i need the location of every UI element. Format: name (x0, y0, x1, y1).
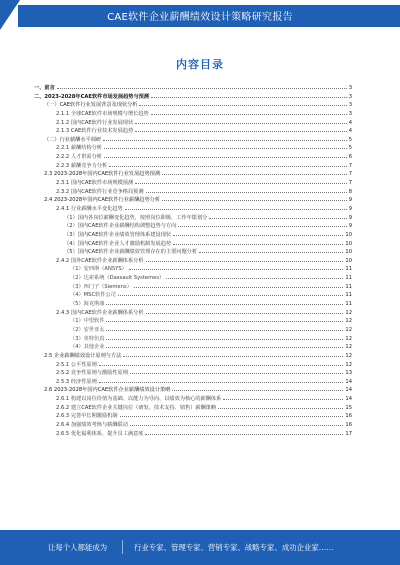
toc-entry-label: （5）海克斯康 (70, 301, 105, 308)
toc-entry-page: 14 (345, 387, 352, 394)
toc-leader-dots (151, 97, 347, 98)
toc-entry-page: 13 (345, 370, 352, 377)
toc-entry-label: （1）安西斯（ANSYS） (70, 266, 127, 273)
toc-entry[interactable] (34, 386, 352, 395)
footer-slogan-right: 行业专家、管理专家、营销专家、战略专家、成功企业家…… (134, 543, 334, 552)
toc-leader-dots (173, 235, 343, 236)
toc-leader-dots (172, 390, 343, 391)
toc-entry-label: （3）国内CAE软件企业绩效管理体系建设现状 (64, 231, 172, 238)
toc-entry-page: 12 (345, 335, 352, 342)
toc-entry[interactable] (34, 162, 352, 171)
toc-entry-label: 2.3.2 国内CAE软件行业竞争格局预测 (56, 188, 144, 195)
toc-entry-page: 9 (348, 197, 352, 204)
toc-entry[interactable] (34, 257, 352, 266)
toc-leader-dots (104, 157, 347, 158)
toc-entry-label: 2.3.1 国内CAE软件市场规模预测 (56, 180, 134, 187)
toc-entry[interactable] (34, 335, 352, 344)
toc-entry[interactable] (34, 214, 352, 223)
toc-entry[interactable] (34, 404, 352, 413)
toc-entry-label: （1）中望软件 (70, 318, 105, 325)
toc-leader-dots (145, 434, 343, 435)
toc-entry-page: 16 (345, 421, 352, 428)
toc-entry-label: （2）达索系统（Dassault Systemes） (70, 275, 165, 282)
toc-entry[interactable] (34, 119, 352, 128)
toc-leader-dots (166, 278, 343, 279)
toc-entry-page: 3 (348, 93, 352, 100)
toc-entry-label: （一）CAE软件行业发展背景及现状分析 (44, 102, 138, 109)
toc-leader-dots (209, 218, 346, 219)
toc-leader-dots (104, 148, 347, 149)
toc-leader-dots (135, 123, 347, 124)
toc-entry-label: 2.4.3 国内CAE软件企业薪酬体系分析 (56, 309, 144, 316)
report-header (0, 0, 400, 30)
toc-entry[interactable] (34, 309, 352, 318)
toc-entry-page: 3 (348, 110, 352, 117)
toc-entry-label: （4）国内CAE软件企业人才激励机制发展趋势 (64, 240, 172, 247)
toc-heading: 内容目录 (176, 58, 224, 71)
toc-entry[interactable] (34, 136, 352, 145)
toc-leader-dots (123, 356, 343, 357)
toc-entry-label: 2.1.2 国内CAE软件行业发展现状 (56, 119, 134, 126)
toc-entry-page: 11 (345, 301, 352, 308)
footer-slogan-left: 让每个人都能成为 (48, 543, 108, 552)
toc-entry[interactable] (34, 84, 352, 93)
toc-leader-dots (129, 269, 344, 270)
toc-leader-dots (134, 287, 344, 288)
toc-entry-label: （1）国内各岗位薪酬变化趋势，按照岗位职级、工作年限划分 (64, 214, 208, 221)
toc-leader-dots (103, 140, 347, 141)
toc-leader-dots (99, 365, 344, 366)
toc-leader-dots (173, 244, 343, 245)
toc-leader-dots (106, 339, 343, 340)
toc-entry[interactable] (34, 179, 352, 188)
toc-entry-page: 9 (348, 223, 352, 230)
toc-entry-label: （5）国内CAE软件企业薪酬绩效管理存在的主要问题分析 (64, 249, 198, 256)
toc-entry-page: 7 (348, 162, 352, 169)
toc-entry-page: 12 (345, 344, 352, 351)
toc-entry[interactable] (34, 144, 352, 153)
toc-entry[interactable] (34, 196, 352, 205)
toc-entry-page: 7 (348, 171, 352, 178)
toc-entry-label: 2.5.1 公平性原则 (56, 361, 97, 368)
toc-entry-label: 2.5.2 竞争性原则与激励性原则 (56, 370, 128, 377)
table-of-contents (34, 84, 352, 438)
toc-entry[interactable] (34, 430, 352, 439)
toc-entry-page: 5 (348, 136, 352, 143)
toc-entry[interactable] (34, 291, 352, 300)
toc-entry[interactable] (34, 265, 352, 274)
toc-leader-dots (120, 416, 344, 417)
toc-entry-label: 2.6.3 完善中长期激励机制 (56, 413, 118, 420)
toc-entry-label: （3）英特仿真 (70, 335, 105, 342)
toc-entry-label: （2）安世亚太 (70, 326, 105, 333)
toc-entry-page: 5 (348, 145, 352, 152)
toc-entry-page: 7 (348, 180, 352, 187)
toc-leader-dots (130, 373, 343, 374)
toc-entry-label: 2.6.2 建立CAE软件企业关键岗位（研发、技术支持、销售）薪酬策略 (56, 404, 217, 411)
toc-leader-dots (118, 295, 344, 296)
toc-entry[interactable] (34, 343, 352, 352)
toc-leader-dots (146, 313, 344, 314)
toc-entry[interactable] (34, 240, 352, 249)
toc-entry[interactable] (34, 101, 352, 110)
toc-entry-page: 4 (348, 119, 352, 126)
toc-entry-label: 2.4.2 国外CAE软件企业薪酬体系分析 (56, 257, 144, 264)
toc-entry-label: 2.6.4 加强绩效考核与薪酬联动 (56, 421, 128, 428)
toc-entry-label: 2.5 企业薪酬绩效设计原则与方法 (44, 352, 122, 359)
toc-entry[interactable] (34, 205, 352, 214)
toc-entry[interactable] (34, 110, 352, 119)
toc-entry-label: 2.3 2023-2028年国内CAE软件行业发展趋势预测 (44, 171, 161, 178)
toc-entry-page: 11 (345, 292, 352, 299)
toc-leader-dots (146, 192, 347, 193)
toc-entry-page: 9 (348, 214, 352, 221)
toc-entry-label: 2.6.1 构建以岗位价值为基础、以能力为导向、以绩效为核心的薪酬体系 (56, 396, 222, 403)
toc-entry-page: 3 (348, 85, 352, 91)
toc-leader-dots (106, 347, 343, 348)
toc-entry-page: 14 (345, 378, 352, 385)
toc-entry-page: 15 (345, 404, 352, 411)
toc-leader-dots (125, 209, 347, 210)
toc-entry[interactable] (34, 361, 352, 370)
toc-entry[interactable] (34, 188, 352, 197)
toc-entry-page: 12 (345, 318, 352, 325)
toc-entry-label: 2.1.3 CAE软件行业技术发展趋势 (56, 128, 134, 135)
toc-entry-page: 10 (345, 240, 352, 247)
toc-entry[interactable] (34, 395, 352, 404)
toc-entry[interactable] (34, 127, 352, 136)
toc-entry-page: 11 (345, 266, 352, 273)
toc-entry[interactable] (34, 300, 352, 309)
toc-leader-dots (162, 200, 347, 201)
toc-entry-label: 一、前言 (34, 85, 55, 91)
toc-entry-page: 11 (345, 275, 352, 282)
toc-entry-label: 2.6 2023-2028年国内CAE软件企业薪酬绩效设计策略 (44, 387, 171, 394)
toc-entry-page: 8 (348, 188, 352, 195)
toc-leader-dots (135, 183, 347, 184)
toc-entry-page: 16 (345, 413, 352, 420)
toc-leader-dots (109, 166, 347, 167)
toc-entry-label: 2.6.5 优化福利体系，提升员工满意度 (56, 430, 144, 437)
report-title: CAE软件企业薪酬绩效设计策略研究报告 (107, 12, 293, 23)
toc-leader-dots (106, 304, 343, 305)
toc-leader-dots (223, 399, 343, 400)
toc-entry[interactable] (34, 369, 352, 378)
footer-banner (0, 530, 400, 565)
toc-entry-page: 4 (348, 128, 352, 135)
toc-entry[interactable] (34, 283, 352, 292)
toc-entry[interactable] (34, 412, 352, 421)
toc-entry-page: 10 (345, 249, 352, 256)
toc-entry-label: （4）其他企业 (70, 344, 105, 351)
toc-entry[interactable] (34, 170, 352, 179)
toc-leader-dots (139, 105, 346, 106)
toc-entry-label: 2.2.1 薪酬结构分析 (56, 145, 102, 152)
toc-leader-dots (151, 114, 347, 115)
toc-entry-page: 9 (348, 205, 352, 212)
footer-divider (122, 540, 123, 554)
toc-entry-label: （3）西门子（Siemens） (70, 283, 132, 290)
toc-entry-page: 10 (345, 257, 352, 264)
toc-leader-dots (106, 330, 343, 331)
toc-leader-dots (218, 408, 343, 409)
toc-entry-page: 12 (345, 361, 352, 368)
toc-entry-page: 11 (345, 283, 352, 290)
toc-leader-dots (199, 252, 343, 253)
toc-entry[interactable] (34, 378, 352, 387)
toc-leader-dots (178, 226, 346, 227)
toc-leader-dots (162, 174, 347, 175)
toc-entry[interactable] (34, 93, 352, 102)
toc-leader-dots (99, 382, 344, 383)
toc-entry-page: 12 (345, 352, 352, 359)
toc-entry-label: 2.1.1 全球CAE软件市场规模与增长趋势 (56, 110, 149, 117)
toc-leader-dots (146, 261, 344, 262)
toc-entry[interactable] (34, 421, 352, 430)
toc-entry-label: 二、2023-2028年CAE软件市场发展趋势与预测 (34, 93, 150, 100)
toc-entry-label: 2.4 2023-2028年国内CAE软件行业薪酬趋势分析 (44, 197, 161, 204)
toc-leader-dots (106, 321, 343, 322)
toc-entry-label: 2.4.1 行业薪酬水平变化趋势 (56, 205, 123, 212)
toc-entry-page: 12 (345, 326, 352, 333)
toc-leader-dots (135, 131, 347, 132)
toc-entry-page: 10 (345, 231, 352, 238)
toc-entry[interactable] (34, 222, 352, 231)
toc-entry-label: （二）行业薪酬水平调研 (44, 136, 102, 143)
toc-entry[interactable] (34, 326, 352, 335)
toc-entry[interactable] (34, 352, 352, 361)
toc-entry-label: 2.5.3 经济性原则 (56, 378, 97, 385)
toc-leader-dots (57, 88, 347, 89)
toc-entry-page: 3 (348, 102, 352, 109)
toc-entry-label: 2.2.3 薪酬竞争力分析 (56, 162, 108, 169)
toc-entry[interactable] (34, 153, 352, 162)
toc-entry-label: 2.2.2 人才供需分析 (56, 154, 102, 161)
toc-entry-page: 17 (345, 430, 352, 437)
toc-entry[interactable] (34, 231, 352, 240)
toc-entry[interactable] (34, 274, 352, 283)
toc-entry-page: 12 (345, 309, 352, 316)
toc-leader-dots (130, 425, 343, 426)
toc-entry-page: 6 (348, 154, 352, 161)
toc-entry-page: 14 (345, 396, 352, 403)
toc-entry-label: （4）MSC软件公司 (70, 292, 116, 299)
toc-entry[interactable] (34, 248, 352, 257)
toc-entry[interactable] (34, 317, 352, 326)
toc-entry-label: （2）国内CAE软件企业薪酬结构调整趋势与方向 (64, 223, 177, 230)
